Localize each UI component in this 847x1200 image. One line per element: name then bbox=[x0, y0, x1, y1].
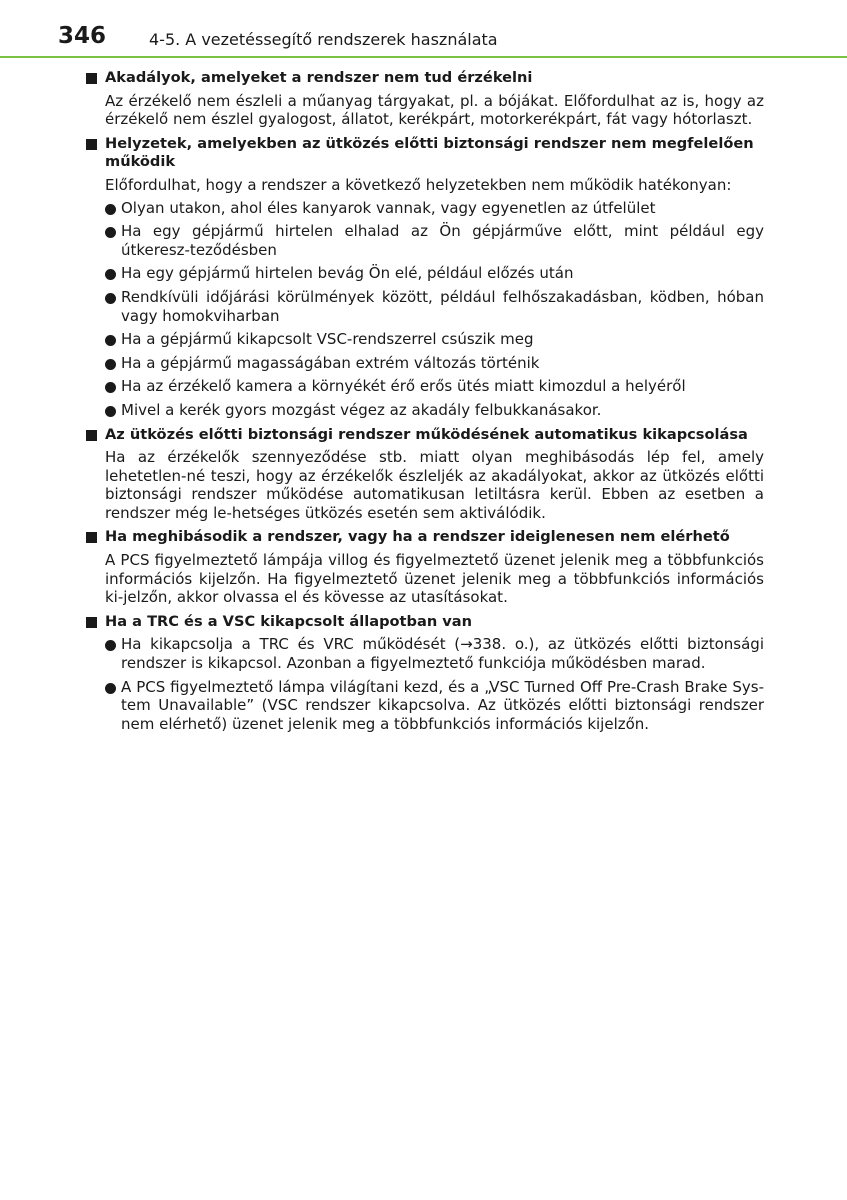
round-bullet-icon bbox=[105, 204, 116, 215]
section-undetectable-obstacles bbox=[84, 69, 764, 129]
round-bullet-icon bbox=[105, 406, 116, 417]
list-item bbox=[84, 354, 764, 373]
list-item-text: Rendkívüli időjárási körülmények között, például felhőszakadásban, ködben, hóban vagy homokviharban bbox=[121, 287, 764, 325]
section-heading-text: Az ütközés előtti biztonsági rendszer működésének automatikus kikapcsolása bbox=[105, 425, 748, 443]
round-bullet-icon bbox=[105, 335, 116, 346]
square-bullet-icon bbox=[86, 430, 97, 441]
section-system-failure bbox=[84, 528, 764, 606]
list-item-text: Ha egy gépjármű hirtelen bevág Ön elé, például előzés után bbox=[121, 264, 574, 283]
page-content bbox=[84, 69, 764, 739]
round-bullet-icon bbox=[105, 269, 116, 280]
list-item bbox=[84, 288, 764, 325]
section-heading bbox=[84, 135, 764, 172]
list-item bbox=[84, 377, 764, 396]
list-item-text: Mivel a kerék gyors mozgást végez az akadály felbukkanásakor. bbox=[121, 400, 602, 419]
section-automatic-disable bbox=[84, 426, 764, 523]
list-item-text: Ha a gépjármű kikapcsolt VSC-rendszerrel csúszik meg bbox=[121, 330, 534, 349]
round-bullet-icon bbox=[105, 227, 116, 238]
list-item bbox=[84, 222, 764, 259]
round-bullet-icon bbox=[105, 683, 116, 694]
section-paragraph: Ha az érzékelők szennyeződése stb. miatt olyan meghibásodás lép fel, amely lehetetlen-né teszi, hogy az érzékelők észleljék az akadályokat, akkor az ütközés előtti biztonsági rendszer működése automatikusan letiltásra kerül. Ebben az esetben a rendszer még le-hetséges ütközés esetén sem aktiválódik. bbox=[105, 448, 764, 522]
list-item-text: A PCS figyelmeztető lámpa világítani kezd, és a „VSC Turned Off Pre-Crash Brake Sys-tem Unavailable” (VSC rendszer kikapcsolva. Az ütközés előtti biztonsági rendszer nem elérhető) üzenet jelenik meg a többfunkciós információs kijelzőn. bbox=[121, 677, 764, 733]
section-heading-text: Ha meghibásodik a rendszer, vagy ha a rendszer ideiglenesen nem elérhető bbox=[105, 528, 730, 546]
square-bullet-icon bbox=[86, 532, 97, 543]
list-item bbox=[84, 401, 764, 420]
list-item-text: Ha kikapcsolja a TRC és VRC működését (→338. o.), az ütközés előtti biztonsági rendszer is kikapcsol. Azonban a figyelmeztető funkciója működésben marad. bbox=[121, 635, 764, 673]
section-heading bbox=[84, 613, 764, 632]
list-item-text: Ha az érzékelő kamera a környékét érő erős ütés miatt kimozdul a helyéről bbox=[121, 377, 686, 396]
square-bullet-icon bbox=[86, 139, 97, 150]
section-heading bbox=[84, 426, 764, 445]
square-bullet-icon bbox=[86, 73, 97, 84]
section-paragraph: A PCS figyelmeztető lámpája villog és figyelmeztető üzenet jelenik meg a többfunkciós információs kijelzőn. Ha figyelmeztető üzenet jelenik meg a többfunkciós információs ki-jelzőn, akkor olvassa el és kövesse az utasításokat. bbox=[105, 551, 764, 607]
round-bullet-icon bbox=[105, 359, 116, 370]
round-bullet-icon bbox=[105, 293, 116, 304]
round-bullet-icon bbox=[105, 640, 116, 651]
section-heading-text: Akadályok, amelyeket a rendszer nem tud érzékelni bbox=[105, 69, 533, 86]
round-bullet-icon bbox=[105, 382, 116, 393]
section-trc-vsc-off bbox=[84, 613, 764, 734]
list-item-text: Ha egy gépjármű hirtelen elhalad az Ön gépjárműve előtt, mint például egy útkeresz-teződésben bbox=[121, 222, 764, 259]
list-item bbox=[84, 635, 764, 672]
section-paragraph: Előfordulhat, hogy a rendszer a következő helyzetekben nem működik hatékonyan: bbox=[105, 175, 732, 194]
section-heading bbox=[84, 528, 764, 547]
list-item bbox=[84, 199, 764, 218]
section-heading-text: Helyzetek, amelyekben az ütközés előtti biztonsági rendszer nem megfelelően működik bbox=[105, 134, 754, 171]
section-malfunction-situations bbox=[84, 135, 764, 420]
list-item bbox=[84, 264, 764, 283]
list-item bbox=[84, 678, 764, 734]
square-bullet-icon bbox=[86, 617, 97, 628]
section-heading bbox=[84, 69, 764, 88]
page-header bbox=[0, 0, 847, 60]
section-paragraph: Az érzékelő nem észleli a műanyag tárgyakat, pl. a bójákat. Előfordulhat az is, hogy az érzékelő nem észlel gyalogost, állatot, kerékpárt, motorkerékpárt, fát vagy hótorlaszt. bbox=[105, 91, 764, 129]
page-number: 346 bbox=[58, 23, 107, 49]
section-heading-text: Ha a TRC és a VSC kikapcsolt állapotban van bbox=[105, 612, 473, 630]
header-divider bbox=[0, 56, 847, 58]
chapter-title: 4-5. A vezetéssegítő rendszerek használata bbox=[149, 30, 498, 49]
list-item-text: Olyan utakon, ahol éles kanyarok vannak, vagy egyenetlen az útfelület bbox=[121, 198, 656, 217]
list-item-text: Ha a gépjármű magasságában extrém változás történik bbox=[121, 353, 540, 372]
list-item bbox=[84, 330, 764, 349]
